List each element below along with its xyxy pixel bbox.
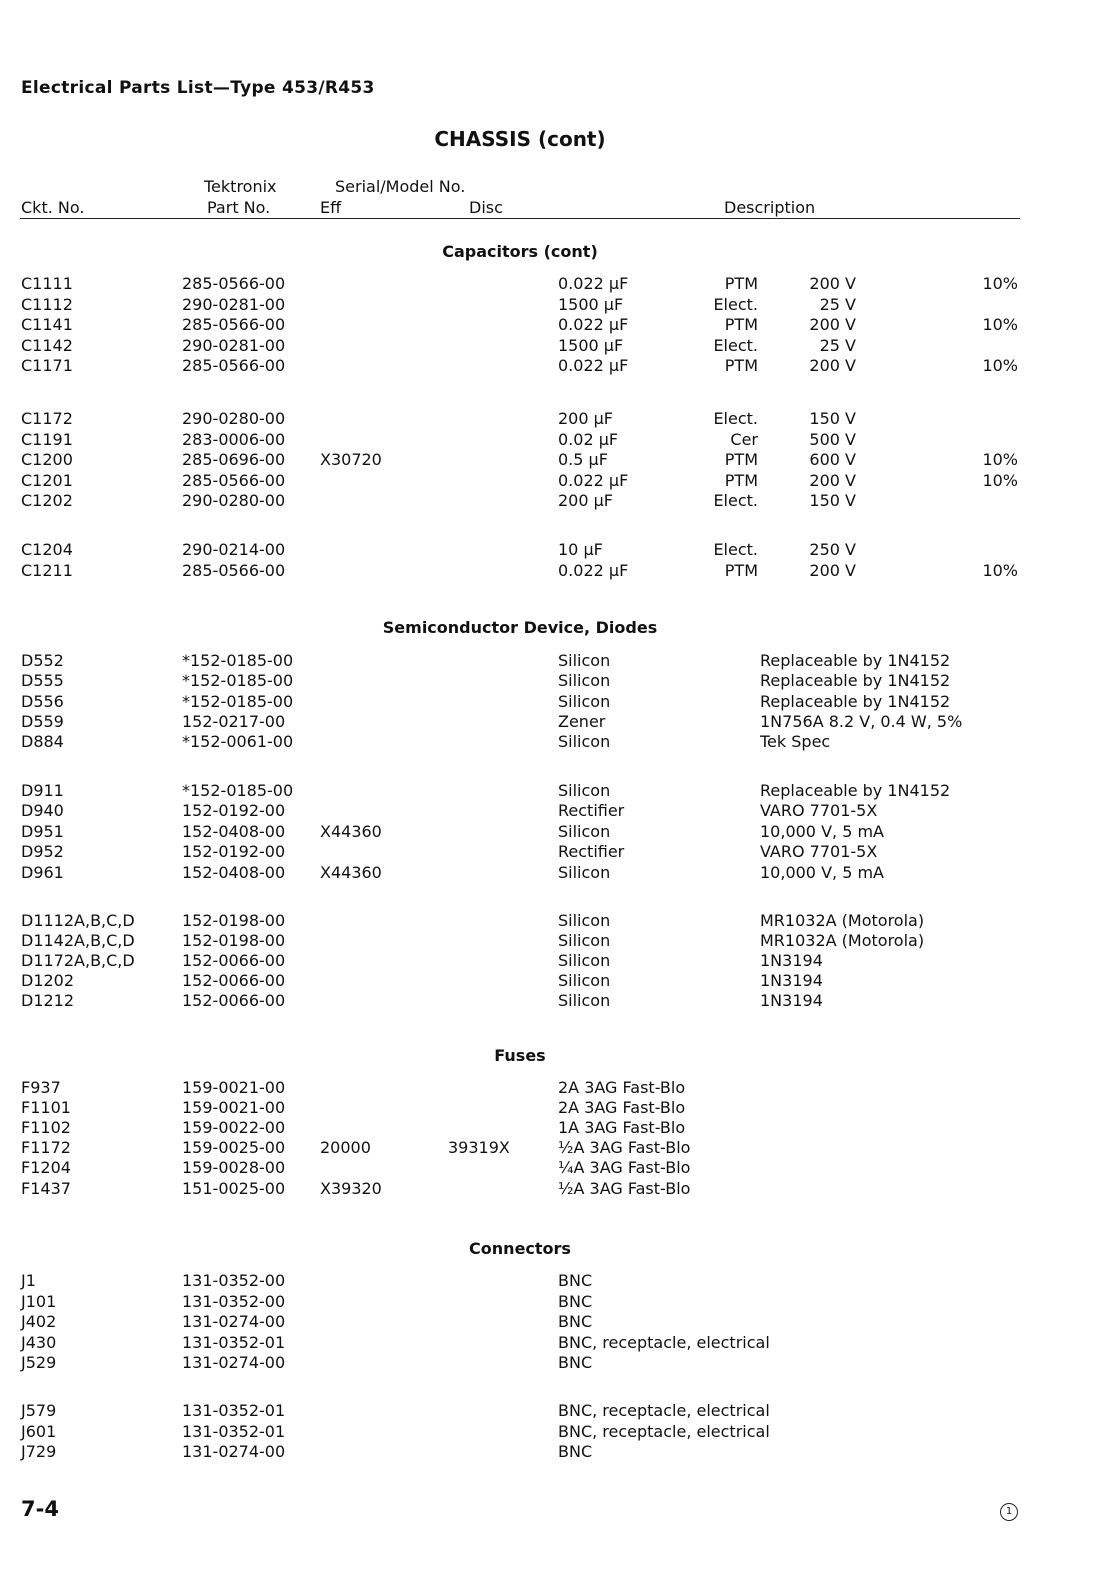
cell-part: 131-0274-00 xyxy=(182,1442,286,1461)
cell-ckt: D1172A,B,C,D xyxy=(21,951,135,970)
diodes-row xyxy=(0,842,1108,862)
cell-ckt: D552 xyxy=(21,651,64,670)
cell-ckt: D952 xyxy=(21,842,64,861)
cell-desc: Silicon xyxy=(558,991,611,1010)
cell-desc: Silicon xyxy=(558,651,611,670)
connectors-row xyxy=(0,1422,1108,1442)
diodes-row xyxy=(0,931,1108,951)
cell-ckt: D884 xyxy=(21,732,64,751)
cell-desc: BNC xyxy=(558,1292,593,1311)
cell-ckt: F1204 xyxy=(21,1158,71,1177)
diodes-row xyxy=(0,781,1108,801)
cell-spec: Replaceable by 1N4152 xyxy=(760,671,951,690)
cell-ckt: J101 xyxy=(21,1292,57,1311)
section-title-capacitors: Capacitors (cont) xyxy=(442,242,598,261)
cell-desc: BNC xyxy=(558,1312,593,1331)
cell-desc: 1A 3AG Fast-Blo xyxy=(558,1118,686,1137)
cell-volt: 200 V xyxy=(809,315,856,334)
cell-type: Elect. xyxy=(713,491,758,510)
cell-ckt: C1191 xyxy=(21,430,73,449)
cell-ckt: C1200 xyxy=(21,450,73,469)
cell-spec: 1N756A 8.2 V, 0.4 W, 5% xyxy=(760,712,963,731)
cell-disc: 39319X xyxy=(448,1138,510,1157)
cell-desc: Silicon xyxy=(558,671,611,690)
capacitors-row xyxy=(0,491,1108,511)
cell-part: *152-0061-00 xyxy=(182,732,294,751)
cell-desc: Silicon xyxy=(558,931,611,950)
cell-spec: 1N3194 xyxy=(760,951,823,970)
cell-part: 152-0192-00 xyxy=(182,801,286,820)
cell-ckt: C1202 xyxy=(21,491,73,510)
cell-volt: 200 V xyxy=(809,274,856,293)
cell-part: 159-0022-00 xyxy=(182,1118,286,1137)
cell-part: *152-0185-00 xyxy=(182,651,294,670)
cell-volt: 25 V xyxy=(819,336,856,355)
connectors-row xyxy=(0,1401,1108,1421)
cell-ckt: J1 xyxy=(21,1271,36,1290)
cell-part: 285-0566-00 xyxy=(182,315,286,334)
cell-ckt: C1142 xyxy=(21,336,73,355)
cell-value: 0.022 μF xyxy=(558,471,629,490)
col-header-ckt-no: Ckt. No. xyxy=(21,198,85,217)
cell-ckt: D1142A,B,C,D xyxy=(21,931,135,950)
cell-value: 0.022 μF xyxy=(558,315,629,334)
capacitors-row xyxy=(0,561,1108,581)
cell-ckt: C1211 xyxy=(21,561,73,580)
cell-desc: Silicon xyxy=(558,971,611,990)
col-header-description: Description xyxy=(724,198,816,217)
fuses-row xyxy=(0,1098,1108,1118)
cell-part: 159-0021-00 xyxy=(182,1098,286,1117)
fuses-row xyxy=(0,1179,1108,1199)
cell-ckt: D1202 xyxy=(21,971,75,990)
cell-desc: BNC, receptacle, electrical xyxy=(558,1333,770,1352)
revision-mark: 1 xyxy=(1000,1503,1018,1521)
cell-ckt: D559 xyxy=(21,712,64,731)
cell-desc: Rectifier xyxy=(558,842,625,861)
capacitors-row xyxy=(0,356,1108,376)
cell-desc: BNC, receptacle, electrical xyxy=(558,1422,770,1441)
cell-spec: Replaceable by 1N4152 xyxy=(760,692,951,711)
cell-volt: 150 V xyxy=(809,409,856,428)
cell-part: 131-0352-01 xyxy=(182,1401,286,1420)
capacitors-row xyxy=(0,450,1108,470)
cell-part: 151-0025-00 xyxy=(182,1179,286,1198)
cell-volt: 500 V xyxy=(809,430,856,449)
cell-ckt: D555 xyxy=(21,671,64,690)
col-header-disc: Disc xyxy=(469,198,503,217)
cell-part: 131-0352-00 xyxy=(182,1292,286,1311)
cell-spec: MR1032A (Motorola) xyxy=(760,931,925,950)
cell-desc: Rectifier xyxy=(558,801,625,820)
cell-desc: Silicon xyxy=(558,911,611,930)
cell-value: 1500 μF xyxy=(558,295,624,314)
cell-desc: ½A 3AG Fast-Blo xyxy=(558,1179,691,1198)
cell-volt: 200 V xyxy=(809,561,856,580)
cell-desc: BNC xyxy=(558,1353,593,1372)
cell-part: 152-0066-00 xyxy=(182,951,286,970)
cell-tol: 10% xyxy=(982,471,1018,490)
cell-desc: Silicon xyxy=(558,692,611,711)
fuses-row xyxy=(0,1138,1108,1158)
cell-desc: Silicon xyxy=(558,781,611,800)
diodes-row xyxy=(0,651,1108,671)
cell-type: Cer xyxy=(730,430,758,449)
capacitors-row xyxy=(0,295,1108,315)
cell-tol: 10% xyxy=(982,274,1018,293)
cell-type: PTM xyxy=(724,450,758,469)
cell-ckt: J601 xyxy=(21,1422,57,1441)
section-title-connectors: Connectors xyxy=(469,1239,571,1258)
cell-part: 152-0408-00 xyxy=(182,863,286,882)
cell-part: 131-0274-00 xyxy=(182,1312,286,1331)
col-header-serial-model: Serial/Model No. xyxy=(335,177,466,196)
cell-value: 200 μF xyxy=(558,491,614,510)
fuses-row xyxy=(0,1118,1108,1138)
cell-ckt: C1112 xyxy=(21,295,73,314)
cell-ckt: F1101 xyxy=(21,1098,71,1117)
cell-ckt: J430 xyxy=(21,1333,57,1352)
cell-part: 285-0696-00 xyxy=(182,450,286,469)
cell-type: PTM xyxy=(724,471,758,490)
section-title-diodes: Semiconductor Device, Diodes xyxy=(382,618,658,637)
fuses-row xyxy=(0,1078,1108,1098)
cell-part: 131-0352-01 xyxy=(182,1333,286,1352)
cell-value: 0.022 μF xyxy=(558,561,629,580)
cell-ckt: C1171 xyxy=(21,356,73,375)
cell-volt: 150 V xyxy=(809,491,856,510)
cell-ckt: D1112A,B,C,D xyxy=(21,911,135,930)
capacitors-row xyxy=(0,274,1108,294)
col-header-eff: Eff xyxy=(320,198,342,217)
cell-type: PTM xyxy=(724,274,758,293)
cell-ckt: F1172 xyxy=(21,1138,71,1157)
cell-value: 0.022 μF xyxy=(558,274,629,293)
diodes-row xyxy=(0,911,1108,931)
header-divider xyxy=(20,218,1020,219)
diodes-row xyxy=(0,732,1108,752)
cell-type: Elect. xyxy=(713,409,758,428)
diodes-row xyxy=(0,712,1108,732)
cell-ckt: C1111 xyxy=(21,274,73,293)
page-number: 7-4 xyxy=(21,1497,59,1521)
cell-volt: 200 V xyxy=(809,356,856,375)
cell-spec: 10,000 V, 5 mA xyxy=(760,863,884,882)
cell-desc: Zener xyxy=(558,712,606,731)
cell-ckt: F937 xyxy=(21,1078,61,1097)
cell-ckt: J529 xyxy=(21,1353,57,1372)
diodes-row xyxy=(0,863,1108,883)
cell-eff: 20000 xyxy=(320,1138,371,1157)
cell-desc: BNC xyxy=(558,1442,593,1461)
fuses-row xyxy=(0,1158,1108,1178)
cell-part: 152-0192-00 xyxy=(182,842,286,861)
diodes-row xyxy=(0,991,1108,1011)
cell-spec: 10,000 V, 5 mA xyxy=(760,822,884,841)
cell-part: 285-0566-00 xyxy=(182,356,286,375)
connectors-row xyxy=(0,1353,1108,1373)
cell-part: 152-0217-00 xyxy=(182,712,286,731)
cell-spec: Tek Spec xyxy=(760,732,831,751)
cell-ckt: D951 xyxy=(21,822,64,841)
capacitors-row xyxy=(0,471,1108,491)
cell-spec: VARO 7701-5X xyxy=(760,842,878,861)
cell-desc: 2A 3AG Fast-Blo xyxy=(558,1098,686,1117)
cell-desc: BNC, receptacle, electrical xyxy=(558,1401,770,1420)
cell-spec: 1N3194 xyxy=(760,971,823,990)
cell-value: 200 μF xyxy=(558,409,614,428)
cell-ckt: F1437 xyxy=(21,1179,71,1198)
capacitors-row xyxy=(0,540,1108,560)
cell-part: 290-0214-00 xyxy=(182,540,286,559)
cell-value: 10 μF xyxy=(558,540,603,559)
cell-desc: ¼A 3AG Fast-Blo xyxy=(558,1158,691,1177)
connectors-row xyxy=(0,1271,1108,1291)
cell-part: 159-0025-00 xyxy=(182,1138,286,1157)
cell-part: 290-0281-00 xyxy=(182,336,286,355)
cell-part: 152-0198-00 xyxy=(182,931,286,950)
cell-part: 290-0280-00 xyxy=(182,491,286,510)
cell-ckt: D961 xyxy=(21,863,64,882)
capacitors-row xyxy=(0,409,1108,429)
col-header-part-no: Part No. xyxy=(207,198,271,217)
cell-spec: Replaceable by 1N4152 xyxy=(760,651,951,670)
cell-part: 131-0274-00 xyxy=(182,1353,286,1372)
cell-part: 290-0280-00 xyxy=(182,409,286,428)
cell-desc: Silicon xyxy=(558,951,611,970)
cell-value: 1500 μF xyxy=(558,336,624,355)
cell-ckt: D1212 xyxy=(21,991,75,1010)
cell-ckt: C1141 xyxy=(21,315,73,334)
cell-part: 159-0028-00 xyxy=(182,1158,286,1177)
cell-tol: 10% xyxy=(982,561,1018,580)
cell-part: 159-0021-00 xyxy=(182,1078,286,1097)
diodes-row xyxy=(0,671,1108,691)
cell-value: 0.02 μF xyxy=(558,430,619,449)
cell-desc: 2A 3AG Fast-Blo xyxy=(558,1078,686,1097)
cell-part: 152-0198-00 xyxy=(182,911,286,930)
col-header-tektronix: Tektronix xyxy=(204,177,277,196)
cell-type: PTM xyxy=(724,315,758,334)
cell-value: 0.022 μF xyxy=(558,356,629,375)
diodes-row xyxy=(0,801,1108,821)
page-header: Electrical Parts List—Type 453/R453 xyxy=(21,78,375,98)
cell-eff: X44360 xyxy=(320,822,382,841)
cell-part: 152-0408-00 xyxy=(182,822,286,841)
cell-type: Elect. xyxy=(713,336,758,355)
cell-type: PTM xyxy=(724,356,758,375)
cell-spec: VARO 7701-5X xyxy=(760,801,878,820)
cell-spec: Replaceable by 1N4152 xyxy=(760,781,951,800)
cell-part: 131-0352-00 xyxy=(182,1271,286,1290)
cell-part: 285-0566-00 xyxy=(182,274,286,293)
cell-desc: Silicon xyxy=(558,863,611,882)
cell-ckt: J729 xyxy=(21,1442,57,1461)
cell-type: Elect. xyxy=(713,540,758,559)
cell-volt: 600 V xyxy=(809,450,856,469)
cell-desc: ½A 3AG Fast-Blo xyxy=(558,1138,691,1157)
cell-spec: 1N3194 xyxy=(760,991,823,1010)
cell-type: Elect. xyxy=(713,295,758,314)
connectors-row xyxy=(0,1333,1108,1353)
cell-spec: MR1032A (Motorola) xyxy=(760,911,925,930)
cell-part: *152-0185-00 xyxy=(182,781,294,800)
cell-ckt: D911 xyxy=(21,781,64,800)
cell-desc: Silicon xyxy=(558,822,611,841)
section-title-fuses: Fuses xyxy=(494,1046,546,1065)
cell-ckt: F1102 xyxy=(21,1118,71,1137)
cell-ckt: C1204 xyxy=(21,540,73,559)
connectors-row xyxy=(0,1292,1108,1312)
connectors-row xyxy=(0,1442,1108,1462)
cell-part: 131-0352-01 xyxy=(182,1422,286,1441)
cell-ckt: D556 xyxy=(21,692,64,711)
cell-desc: Silicon xyxy=(558,732,611,751)
page-title: CHASSIS (cont) xyxy=(434,127,606,151)
connectors-row xyxy=(0,1312,1108,1332)
cell-eff: X39320 xyxy=(320,1179,382,1198)
cell-ckt: C1172 xyxy=(21,409,73,428)
cell-part: 290-0281-00 xyxy=(182,295,286,314)
diodes-row xyxy=(0,822,1108,842)
cell-volt: 200 V xyxy=(809,471,856,490)
cell-part: *152-0185-00 xyxy=(182,692,294,711)
capacitors-row xyxy=(0,336,1108,356)
diodes-row xyxy=(0,692,1108,712)
cell-part: 285-0566-00 xyxy=(182,471,286,490)
cell-part: 283-0006-00 xyxy=(182,430,286,449)
cell-value: 0.5 μF xyxy=(558,450,608,469)
cell-eff: X30720 xyxy=(320,450,382,469)
diodes-row xyxy=(0,971,1108,991)
cell-desc: BNC xyxy=(558,1271,593,1290)
diodes-row xyxy=(0,951,1108,971)
cell-ckt: J402 xyxy=(21,1312,57,1331)
cell-eff: X44360 xyxy=(320,863,382,882)
cell-type: PTM xyxy=(724,561,758,580)
cell-part: 152-0066-00 xyxy=(182,971,286,990)
cell-volt: 250 V xyxy=(809,540,856,559)
cell-part: *152-0185-00 xyxy=(182,671,294,690)
capacitors-row xyxy=(0,430,1108,450)
cell-volt: 25 V xyxy=(819,295,856,314)
cell-part: 285-0566-00 xyxy=(182,561,286,580)
cell-tol: 10% xyxy=(982,450,1018,469)
cell-ckt: J579 xyxy=(21,1401,57,1420)
capacitors-row xyxy=(0,315,1108,335)
cell-tol: 10% xyxy=(982,315,1018,334)
cell-ckt: D940 xyxy=(21,801,64,820)
cell-part: 152-0066-00 xyxy=(182,991,286,1010)
cell-ckt: C1201 xyxy=(21,471,73,490)
cell-tol: 10% xyxy=(982,356,1018,375)
